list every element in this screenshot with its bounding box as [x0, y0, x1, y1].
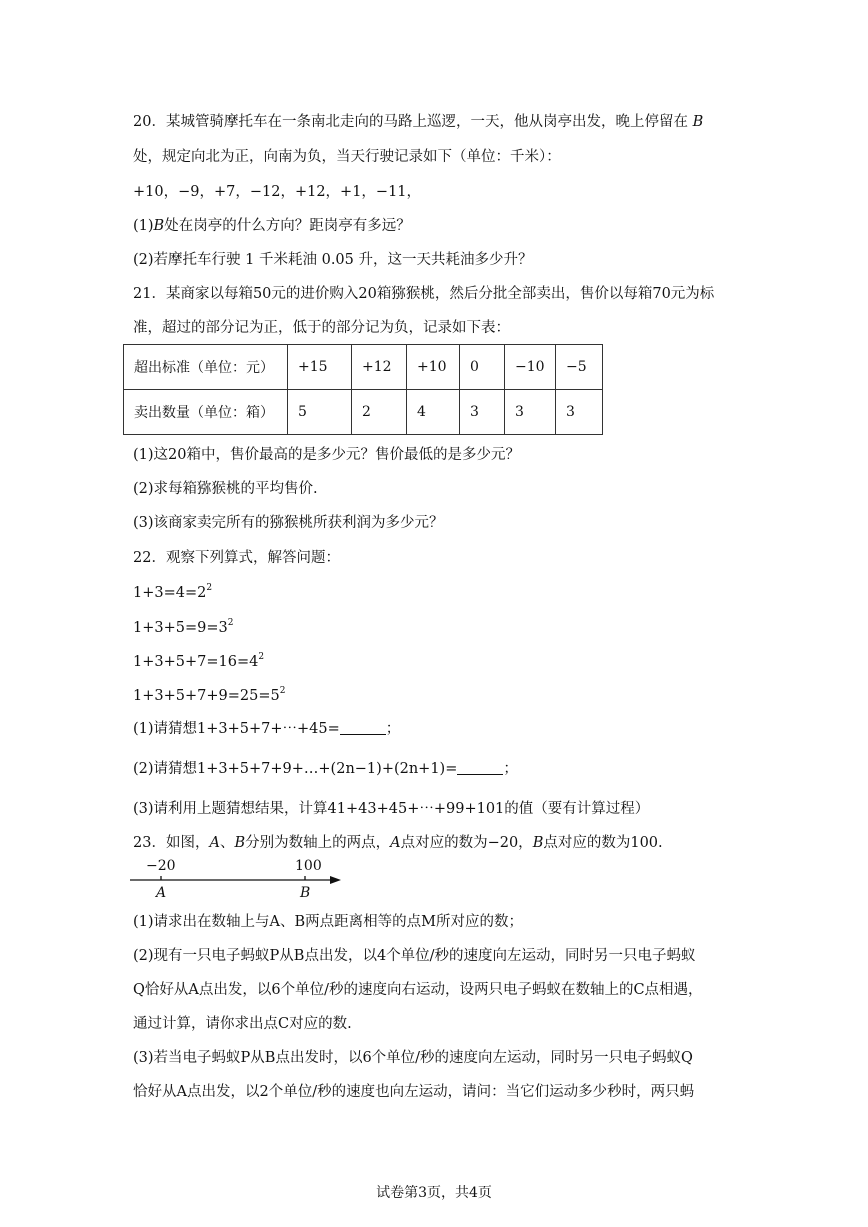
q21-table — [123, 344, 603, 435]
q20-var-b: B — [692, 114, 704, 130]
q21-cell: 3 — [505, 390, 556, 435]
q21-table-row-price — [124, 345, 603, 390]
number-line-figure — [125, 852, 355, 908]
q21-row1-header: 超出标准（单位：元） — [124, 345, 288, 390]
q22-line1: 22．观察下列算式，解答问题： — [133, 550, 340, 566]
q23-text: 分别为数轴上的两点， — [245, 835, 391, 851]
q20-sub1 — [133, 216, 411, 236]
q23-sub1: (1)请求出在数轴上与A、B两点距离相等的点M所对应的数； — [133, 914, 524, 930]
q20-sub1-text: 处在岗亭的什么方向？距岗亭有多远？ — [164, 218, 411, 234]
q23-sub2-line3: 通过计算，请你求出点C对应的数. — [133, 1016, 352, 1032]
q21-cell: 0 — [460, 345, 505, 390]
q21-sub1: (1)这20箱中，售价最高的是多少元？售价最低的是多少元？ — [133, 447, 520, 463]
q21-cell: 2 — [352, 390, 407, 435]
q22-eq2-text: 1+3+5=9=3 — [133, 620, 228, 636]
q21-cell: 5 — [288, 390, 352, 435]
q21-sub2: (2)求每箱猕猴桃的平均售价. — [133, 481, 318, 497]
q21-line1: 21．某商家以每箱50元的进价购入20箱猕猴桃，然后分批全部卖出，售价以每箱70元为标 — [133, 286, 715, 302]
q21-cell: 4 — [407, 390, 460, 435]
q21-cell: −10 — [505, 345, 556, 390]
q22-eq1 — [133, 583, 212, 603]
q22-eq4 — [133, 686, 285, 706]
q20-sub1-number: (1) — [133, 218, 154, 234]
q21-cell: 3 — [460, 390, 505, 435]
answer-blank[interactable] — [457, 774, 503, 775]
q22-eq4-text: 1+3+5+7+9=25=5 — [133, 688, 280, 704]
q22-eq3 — [133, 652, 264, 672]
q21-table-row-qty — [124, 390, 603, 435]
q22-eq3-text: 1+3+5+7=16=4 — [133, 654, 259, 670]
q23-line1 — [133, 833, 663, 853]
q21-cell: 3 — [556, 390, 603, 435]
q23-var-a: A — [390, 835, 401, 851]
q23-var-a: A — [209, 835, 220, 851]
q22-eq1-text: 1+3=4=2 — [133, 585, 207, 601]
point-a-label: A — [156, 885, 167, 901]
q22-eq3-exponent: 2 — [258, 652, 265, 662]
tick-a-value: −20 — [146, 858, 176, 874]
q22-sub1-end: ； — [385, 721, 401, 737]
q23-sub3-line1: (3)若当电子蚂蚁P从B点出发时，以6个单位/秒的速度向左运动，同时另一只电子蚂蚁Q — [133, 1050, 693, 1066]
q22-eq2-exponent: 2 — [227, 618, 234, 628]
q22-sub1-text: (1)请猜想1+3+5+7+⋯+45= — [133, 721, 340, 737]
tick-b-value: 100 — [295, 858, 322, 874]
q20-sub1-var: B — [153, 218, 165, 234]
q20-line2: 处，规定向北为正，向南为负，当天行驶记录如下（单位：千米）： — [133, 149, 561, 165]
q23-var-b: B — [532, 835, 544, 851]
q21-line2: 准，超过的部分记为正，低于的部分记为负，记录如下表： — [133, 320, 510, 336]
q22-sub3: (3)请利用上题猜想结果，计算41+43+45+⋯+99+101的值（要有计算过程） — [133, 801, 650, 817]
q23-text: 、 — [219, 835, 235, 851]
point-b-label: B — [300, 885, 311, 901]
q22-sub2-text: (2)请猜想1+3+5+7+9+…+(2n−1)+(2n+1)= — [133, 761, 458, 777]
q23-text: 点对应的数为100. — [543, 835, 663, 851]
q21-row2-header: 卖出数量（单位：箱） — [124, 390, 288, 435]
q23-sub3-line2: 恰好从A点出发，以2个单位/秒的速度也向左运动，请问：当它们运动多少秒时，两只蚂 — [133, 1084, 695, 1100]
page-footer: 试卷第3页，共4页 — [376, 1185, 492, 1201]
q22-sub1 — [133, 719, 400, 739]
q23-sub2-line2: Q恰好从A点出发，以6个单位/秒的速度向右运动，设两只电子蚂蚁在数轴上的C点相遇， — [133, 982, 703, 998]
q20-line1 — [133, 112, 703, 132]
axis-arrow-icon — [330, 876, 341, 884]
answer-blank[interactable] — [340, 734, 386, 735]
q21-cell: +12 — [352, 345, 407, 390]
q23-var-b: B — [234, 835, 246, 851]
q21-cell: −5 — [556, 345, 603, 390]
q22-eq2 — [133, 618, 233, 638]
q21-cell: +15 — [288, 345, 352, 390]
q22-sub2 — [133, 759, 518, 779]
q20-line1-text: 20．某城管骑摩托车在一条南北走向的马路上巡逻，一天，他从岗亭出发，晚上停留在 — [133, 114, 688, 130]
q20-records: +10，−9，+7，−12，+12，+1，−11， — [133, 184, 422, 200]
q23-text: 23．如图， — [133, 835, 210, 851]
q23-sub2-line1: (2)现有一只电子蚂蚁P从B点出发，以4个单位/秒的速度向左运动，同时另一只电子蚂蚁 — [133, 948, 696, 964]
q22-eq4-exponent: 2 — [279, 686, 286, 696]
q23-text: 点对应的数为−20， — [400, 835, 533, 851]
q20-sub2: (2)若摩托车行驶 1 千米耗油 0.05 升，这一天共耗油多少升？ — [133, 252, 533, 268]
q21-cell: +10 — [407, 345, 460, 390]
q22-sub2-end: ； — [503, 761, 518, 777]
q21-sub3: (3)该商家卖完所有的猕猴桃所获利润为多少元？ — [133, 515, 444, 531]
q22-eq1-exponent: 2 — [206, 583, 213, 593]
